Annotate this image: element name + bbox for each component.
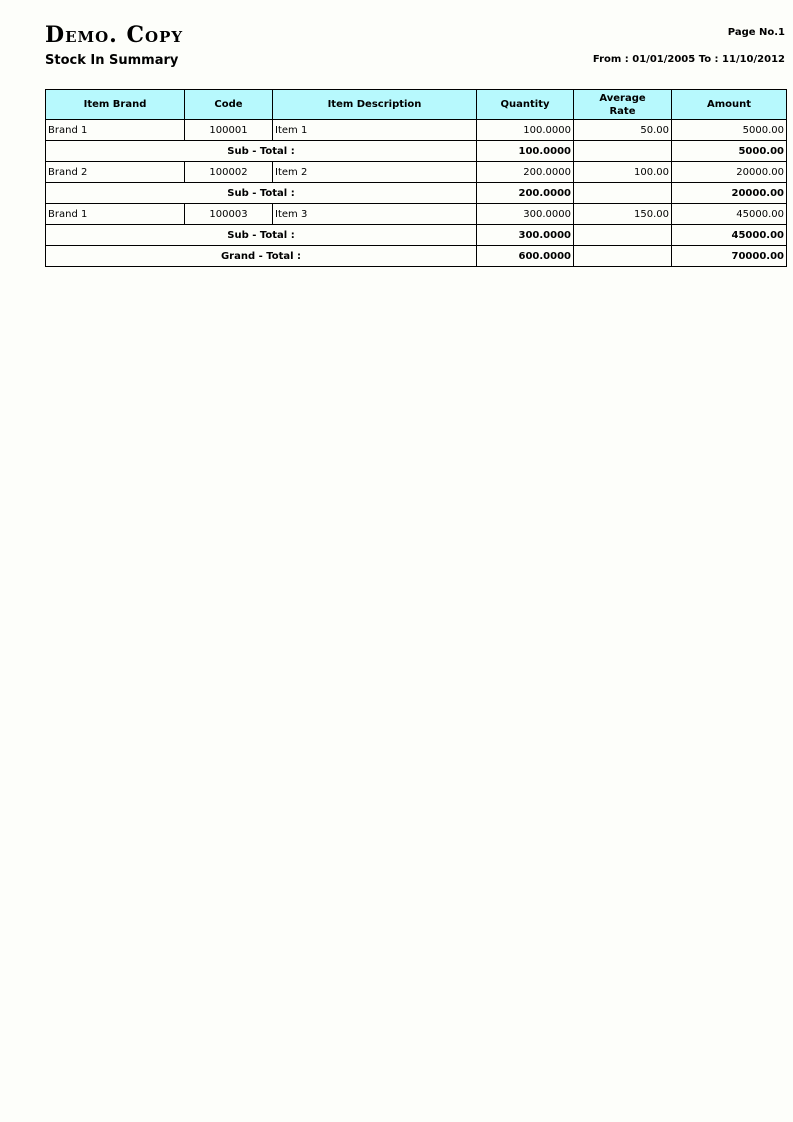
- stock-summary-table: [45, 89, 787, 267]
- cell-quantity: 300.0000: [477, 204, 574, 225]
- subtotal-label: Sub - Total :: [46, 183, 477, 204]
- table-row: [46, 204, 787, 225]
- subtotal-row: [46, 183, 787, 204]
- cell-quantity: 200.0000: [477, 162, 574, 183]
- cell-description: Item 3: [273, 204, 477, 225]
- page-number: Page No.1: [727, 27, 785, 38]
- cell-code: 100003: [185, 204, 273, 225]
- column-header-amount: Amount: [672, 90, 787, 120]
- average-rate-line1: Average: [599, 92, 646, 104]
- cell-brand: Brand 1: [46, 204, 185, 225]
- cell-rate: 50.00: [574, 120, 672, 141]
- grand-total-label: Grand - Total :: [46, 246, 477, 267]
- cell-amount: 5000.00: [672, 120, 787, 141]
- cell-rate: 150.00: [574, 204, 672, 225]
- cell-description: Item 1: [273, 120, 477, 141]
- subtotal-amount: 20000.00: [672, 183, 787, 204]
- cell-description: Item 2: [273, 162, 477, 183]
- column-header-description: Item Description: [273, 90, 477, 120]
- grand-total-amount: 70000.00: [672, 246, 787, 267]
- table-header-row: [46, 90, 787, 120]
- average-rate-line2: Rate: [609, 105, 636, 117]
- column-header-brand: Item Brand: [46, 90, 185, 120]
- grand-total-row: [46, 246, 787, 267]
- subtotal-label: Sub - Total :: [46, 141, 477, 162]
- subtotal-row: [46, 225, 787, 246]
- cell-code: 100002: [185, 162, 273, 183]
- subtotal-rate-empty: [574, 225, 672, 246]
- cell-brand: Brand 1: [46, 120, 185, 141]
- subtotal-amount: 45000.00: [672, 225, 787, 246]
- report-title: Stock In Summary: [45, 53, 179, 68]
- table-row: [46, 120, 787, 141]
- subtotal-label: Sub - Total :: [46, 225, 477, 246]
- company-name: Demo. Copy: [45, 22, 184, 48]
- subtotal-rate-empty: [574, 183, 672, 204]
- column-header-average-rate: [574, 90, 672, 120]
- subtotal-row: [46, 141, 787, 162]
- report-period: From : 01/01/2005 To : 11/10/2012: [592, 54, 785, 65]
- cell-quantity: 100.0000: [477, 120, 574, 141]
- grand-total-quantity: 600.0000: [477, 246, 574, 267]
- subtotal-rate-empty: [574, 141, 672, 162]
- subtotal-quantity: 300.0000: [477, 225, 574, 246]
- cell-amount: 20000.00: [672, 162, 787, 183]
- subtotal-quantity: 100.0000: [477, 141, 574, 162]
- column-header-code: Code: [185, 90, 273, 120]
- cell-amount: 45000.00: [672, 204, 787, 225]
- cell-code: 100001: [185, 120, 273, 141]
- grand-total-rate-empty: [574, 246, 672, 267]
- subtotal-quantity: 200.0000: [477, 183, 574, 204]
- cell-brand: Brand 2: [46, 162, 185, 183]
- subtotal-amount: 5000.00: [672, 141, 787, 162]
- cell-rate: 100.00: [574, 162, 672, 183]
- table-row: [46, 162, 787, 183]
- column-header-quantity: Quantity: [477, 90, 574, 120]
